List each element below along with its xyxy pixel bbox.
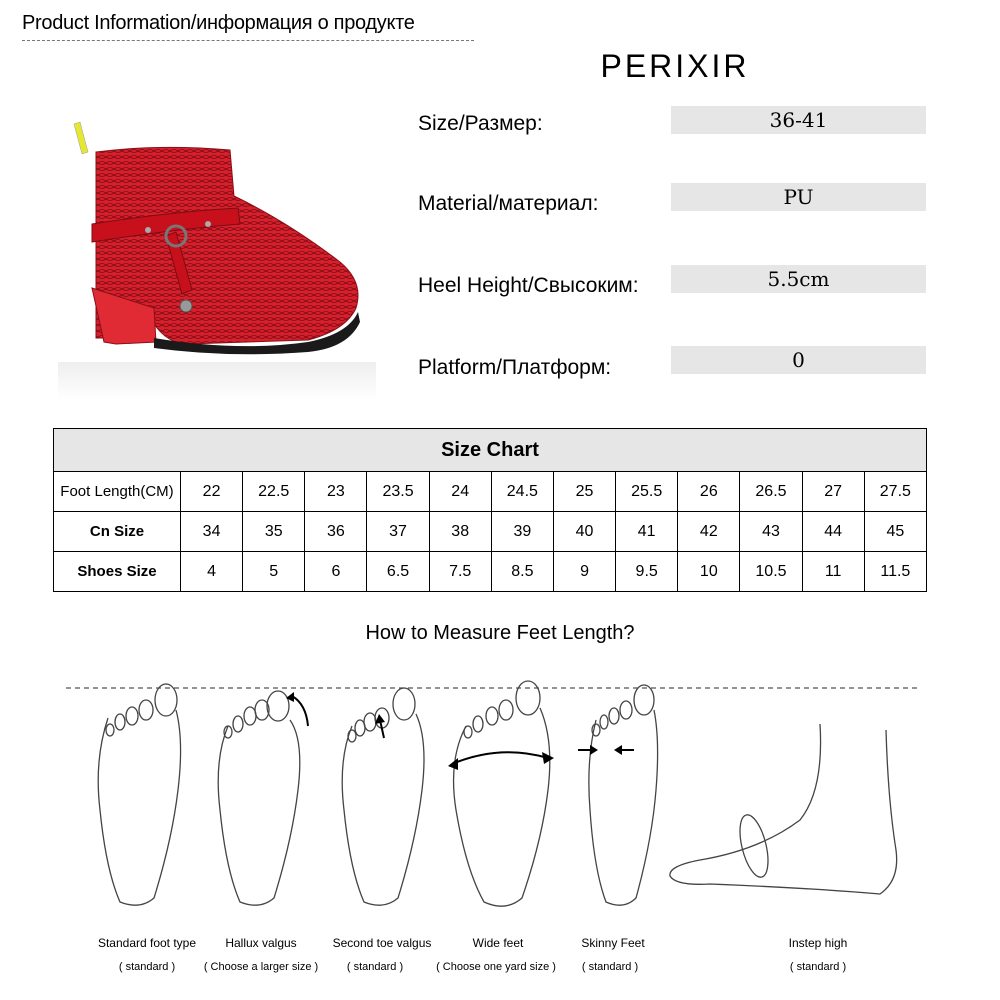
size-chart-cell: 35 bbox=[243, 512, 305, 552]
size-chart-cell: 42 bbox=[678, 512, 740, 552]
size-chart-row-header: Foot Length(CM) bbox=[54, 472, 181, 512]
size-chart-cell: 38 bbox=[429, 512, 491, 552]
note-skinny: ( standard ) bbox=[581, 961, 639, 973]
note-instep: ( standard ) bbox=[789, 961, 847, 973]
standard-foot-icon bbox=[98, 684, 180, 905]
spec-size-label: Size/Размер: bbox=[418, 112, 543, 135]
spec-material-label: Material/материал: bbox=[418, 192, 599, 215]
brand-name: PERIXIR bbox=[600, 48, 750, 84]
size-chart-table bbox=[53, 428, 927, 592]
size-chart-cell: 23.5 bbox=[367, 472, 429, 512]
size-chart-cell: 8.5 bbox=[491, 552, 553, 592]
size-chart-row bbox=[54, 512, 927, 552]
note-hallux: ( Choose a larger size ) bbox=[203, 961, 319, 973]
feet-illustrations bbox=[80, 680, 940, 912]
size-chart-cell: 43 bbox=[740, 512, 802, 552]
size-chart-title: Size Chart bbox=[54, 429, 927, 472]
size-chart-cell: 7.5 bbox=[429, 552, 491, 592]
note-second-toe: ( standard ) bbox=[346, 961, 404, 973]
size-chart-cell: 26.5 bbox=[740, 472, 802, 512]
size-chart-cell: 44 bbox=[802, 512, 864, 552]
size-chart-cell: 11.5 bbox=[864, 552, 926, 592]
size-chart-cell: 6.5 bbox=[367, 552, 429, 592]
size-chart-cell: 23 bbox=[305, 472, 367, 512]
size-chart-cell: 27 bbox=[802, 472, 864, 512]
product-boot-image bbox=[58, 112, 376, 400]
spec-material-value: PU bbox=[671, 183, 926, 211]
spec-heel-value: 5.5cm bbox=[671, 265, 926, 293]
size-chart-cell: 25 bbox=[553, 472, 615, 512]
size-chart-cell: 45 bbox=[864, 512, 926, 552]
spec-heel-label: Heel Height/Свысоким: bbox=[418, 274, 639, 297]
second-toe-valgus-foot-icon bbox=[342, 688, 424, 905]
size-chart-cell: 22 bbox=[181, 472, 243, 512]
size-chart-row-header: Shoes Size bbox=[54, 552, 181, 592]
size-chart-row-header: Cn Size bbox=[54, 512, 181, 552]
size-chart-cell: 5 bbox=[243, 552, 305, 592]
size-chart-cell: 4 bbox=[181, 552, 243, 592]
caption-instep: Instep high bbox=[788, 936, 848, 950]
size-chart-cell: 11 bbox=[802, 552, 864, 592]
size-chart-cell: 27.5 bbox=[864, 472, 926, 512]
size-chart-cell: 37 bbox=[367, 512, 429, 552]
size-chart-cell: 6 bbox=[305, 552, 367, 592]
caption-standard: Standard foot type bbox=[97, 936, 197, 950]
size-chart-cell: 34 bbox=[181, 512, 243, 552]
note-standard: ( standard ) bbox=[118, 961, 176, 973]
note-wide: ( Choose one yard size ) bbox=[436, 961, 556, 973]
size-chart-cell: 10.5 bbox=[740, 552, 802, 592]
size-chart-row bbox=[54, 552, 927, 592]
size-chart-cell: 10 bbox=[678, 552, 740, 592]
wide-foot-icon bbox=[448, 681, 554, 906]
instep-high-foot-icon bbox=[670, 724, 897, 894]
size-chart-body bbox=[54, 472, 927, 592]
spec-platform-value: 0 bbox=[671, 346, 926, 374]
size-chart-cell: 9 bbox=[553, 552, 615, 592]
spec-size-value: 36-41 bbox=[671, 106, 926, 134]
hallux-valgus-foot-icon bbox=[218, 691, 308, 905]
measure-title: How to Measure Feet Length? bbox=[365, 622, 635, 644]
size-chart-cell: 24 bbox=[429, 472, 491, 512]
caption-second-toe: Second toe valgus bbox=[332, 936, 432, 950]
size-chart-cell: 41 bbox=[616, 512, 678, 552]
caption-wide: Wide feet bbox=[472, 936, 524, 950]
caption-hallux: Hallux valgus bbox=[225, 936, 297, 950]
size-chart-cell: 26 bbox=[678, 472, 740, 512]
size-chart-row bbox=[54, 472, 927, 512]
size-chart-cell: 22.5 bbox=[243, 472, 305, 512]
caption-skinny: Skinny Feet bbox=[581, 936, 645, 950]
size-chart-cell: 39 bbox=[491, 512, 553, 552]
spec-platform-label: Platform/Платформ: bbox=[418, 356, 612, 379]
size-chart-cell: 9.5 bbox=[616, 552, 678, 592]
skinny-foot-icon bbox=[578, 685, 658, 905]
section-title: Product Information/информация о продукте bbox=[22, 12, 415, 34]
size-chart-cell: 40 bbox=[553, 512, 615, 552]
size-chart-cell: 25.5 bbox=[616, 472, 678, 512]
size-chart-cell: 36 bbox=[305, 512, 367, 552]
title-divider bbox=[22, 40, 474, 41]
size-chart-cell: 24.5 bbox=[491, 472, 553, 512]
